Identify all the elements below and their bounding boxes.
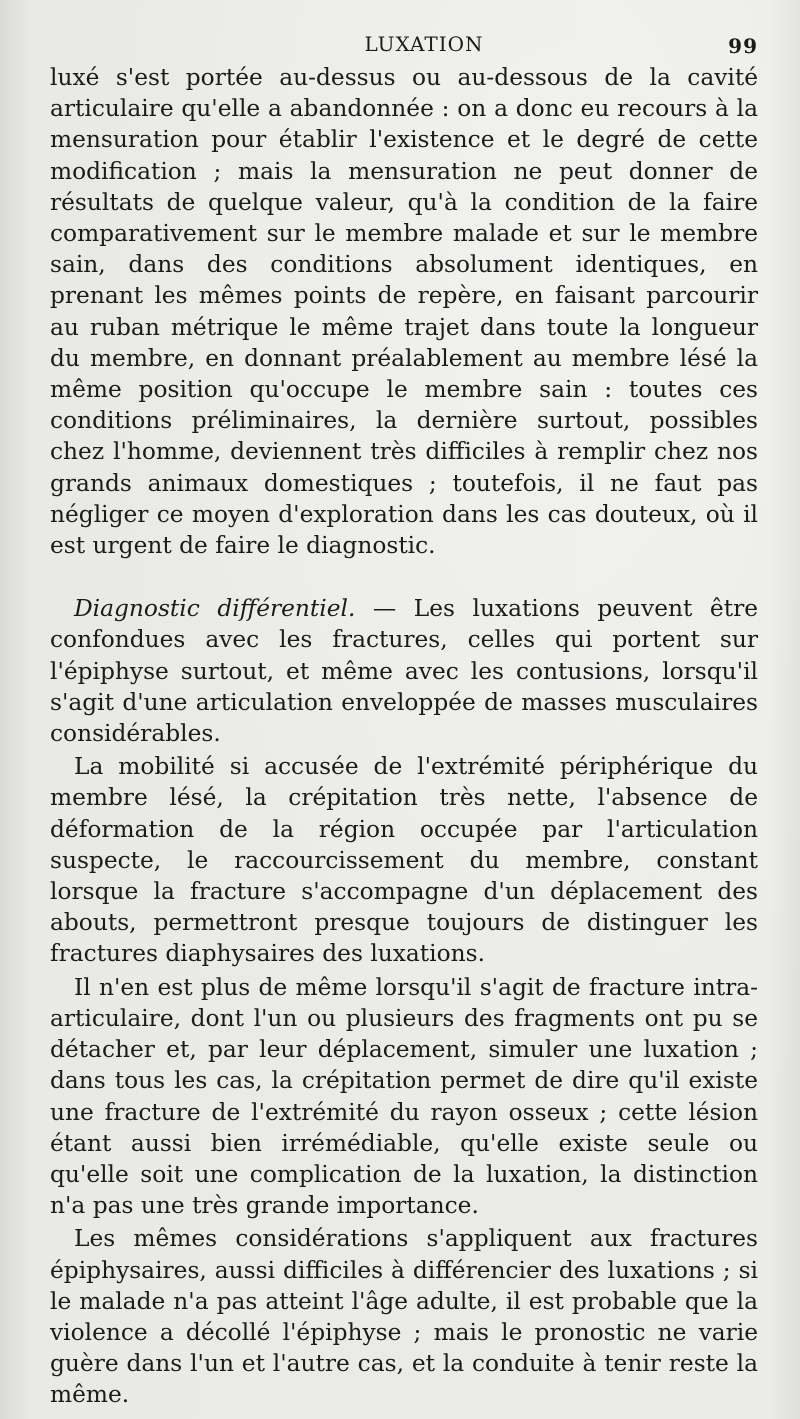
paragraph-epiphyseal: Les mêmes considérations s'appliquent aux fractures épiphysaires, aussi difficiles à différencier des luxations ; si le malade n'a pas atteint l'âge adulte, il est probable que la violence a décollé l'épiphyse ; mais le pronostic ne varie guère dans l'un et l'autre cas, et la conduite à tenir reste la même. <box>50 1225 758 1409</box>
body-text <box>50 62 758 1411</box>
section-opening-paragraph <box>50 593 758 749</box>
page-number: 99 <box>728 34 758 58</box>
paragraph-intra-articular: Il n'en est plus de même lorsqu'il s'agit de fracture intra-articulaire, dont l'un ou plusieurs des fragments ont pu se détacher et, par leur déplacement, simuler une luxation ; dans tous les cas, la crépitation permet de dire qu'il existe une fracture de l'extrémité du rayon osseux ; cette lésion étant aussi bien irrémédiable, qu'elle existe seule ou qu'elle soit une complication de la luxation, la distinction n'a pas une très grande importance. <box>50 973 758 1220</box>
paragraph-mobility: La mobilité si accusée de l'extrémité périphérique du membre lésé, la crépitation très nette, l'absence de déformation de la région occupée par l'articulation suspecte, le raccourcissement du membre, constant lorsque la fracture s'accompagne d'un déplacement des abouts, permettront presque toujours de distinguer les fractures diaphysaires des luxations. <box>50 753 758 968</box>
paragraph-continuation: luxé s'est portée au-dessus ou au-dessous de la cavité articulaire qu'elle a abandonnée : on a donc eu recours à la mensuration pour établir l'existence et le degré de cette modification ; mais la mensuration ne peut donner de résultats de quelque valeur, qu'à la condition de la faire comparativement sur le membre malade et sur le membre sain, dans des conditions absolument identiques, en prenant les mêmes points de repère, en faisant parcourir au ruban métrique le même trajet dans toute la longueur du membre, en donnant préalablement au membre lésé la même position qu'occupe le membre sain : toutes ces conditions préliminaires, la dernière surtout, possibles chez l'homme, deviennent très difficiles à remplir chez nos grands animaux domestiques ; toutefois, il ne faut pas négliger ce moyen d'exploration dans les cas douteux, où il est urgent de faire le diagnostic. <box>50 64 758 560</box>
section-lead-text: — Les luxations peuvent être confondues avec les fractures, celles qui portent sur l'épiphyse surtout, et même avec les contusions, lorsqu'il s'agit d'une articulation enveloppée de masses musculaires considérables. <box>50 595 758 748</box>
running-title: LUXATION <box>364 32 484 56</box>
running-head <box>50 26 758 62</box>
section-title: Diagnostic différentiel. <box>74 595 356 623</box>
section-spacer <box>50 561 758 593</box>
